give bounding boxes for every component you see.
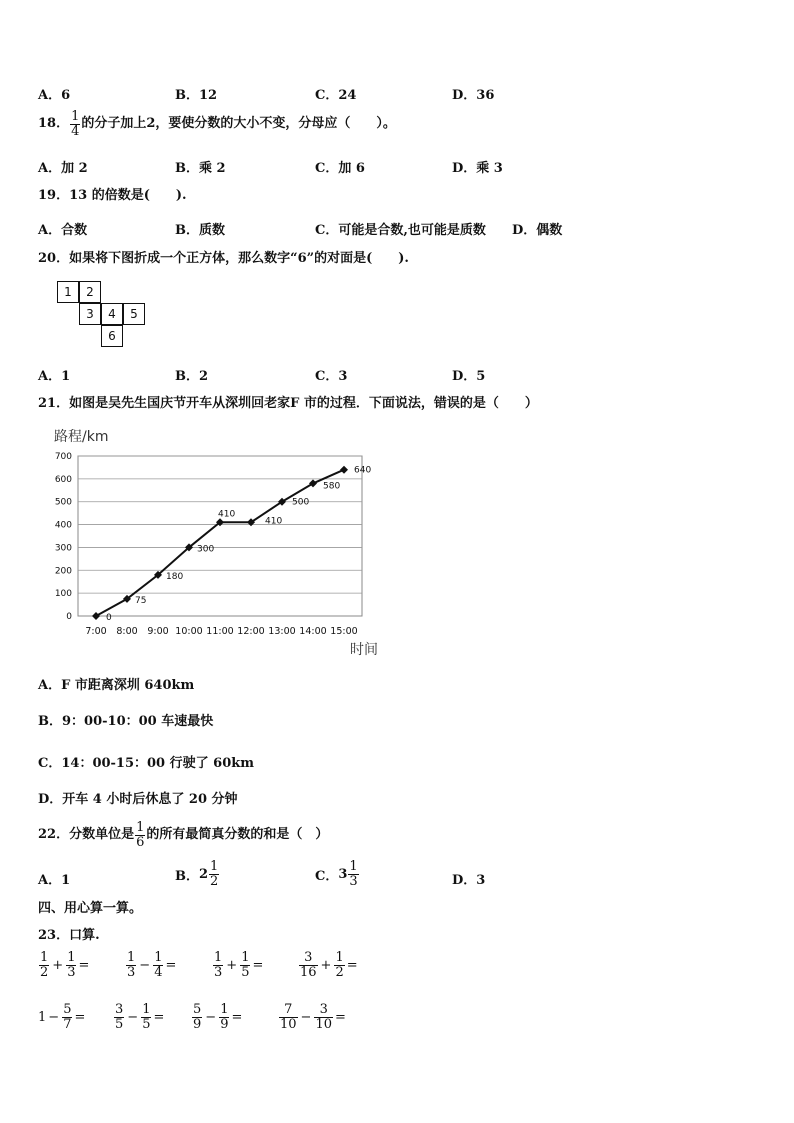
- calc-1-2: $\frac{1}{3}$ − $\frac{1}{4}$ =: [127, 950, 177, 980]
- q21-statement-b: B．9：00-10：00 车速最快: [38, 714, 214, 729]
- q22-question: 22．分数单位是 $\frac{1}{6}$ 的所有最简真分数的和是（ ）: [38, 820, 329, 850]
- q22-fraction: $\frac{1}{6}$: [136, 820, 145, 850]
- data-label: 180: [166, 571, 184, 582]
- net-cell-1: 1: [57, 281, 79, 303]
- q18-option-c: C．加 6: [315, 161, 365, 176]
- series-line: [96, 470, 344, 616]
- q21-question: 21．如图是吴先生国庆节开车从深圳回老家F 市的过程．下面说法，错误的是（ ）: [38, 396, 538, 411]
- q18-question: 18． $\frac{1}{4}$ 的分子加上2，要使分数的大小不变，分母应（ ）。: [38, 109, 396, 139]
- q21-statement-a: A．F 市距离深圳 640km: [38, 678, 195, 693]
- q20-option-a: A．1: [38, 369, 71, 384]
- x-tick-label: 7:00: [85, 626, 107, 637]
- section-4-title: 四、用心算一算。: [38, 901, 143, 916]
- net-cell-4: 4: [101, 303, 123, 325]
- x-tick-label: 11:00: [206, 626, 234, 637]
- q19-option-d: D．偶数: [512, 223, 563, 238]
- q18-option-d: D．乘 3: [452, 161, 503, 176]
- y-tick-label-200: 200: [54, 566, 72, 577]
- x-axis-label: 时间: [350, 642, 378, 658]
- y-tick-label-100: 100: [54, 589, 72, 600]
- data-label: 580: [323, 481, 341, 492]
- calc-1-3: $\frac{1}{3}$ + $\frac{1}{5}$ =: [214, 950, 264, 980]
- y-tick-label-700: 700: [54, 452, 72, 462]
- y-tick-label-400: 400: [54, 520, 72, 531]
- q17-option-a: A．6: [38, 88, 71, 103]
- q19-option-c: C．可能是合数,也可能是质数: [315, 223, 486, 238]
- q21-statement-d: D．开车 4 小时后休息了 20 分钟: [38, 792, 238, 807]
- q19-option-a: A．合数: [38, 223, 88, 238]
- x-tick-label: 13:00: [268, 626, 296, 637]
- data-label: 300: [197, 544, 215, 555]
- x-tick-label: 8:00: [116, 626, 138, 637]
- data-label: 640: [354, 465, 372, 476]
- y-tick-label-500: 500: [54, 497, 72, 508]
- q20-option-c: C．3: [315, 369, 348, 384]
- data-label: 0: [106, 613, 112, 623]
- q19-option-b: B．质数: [175, 223, 226, 238]
- q22-option-a: A．1: [38, 873, 71, 888]
- distance-time-chart: [40, 422, 400, 662]
- net-cell-6: 6: [101, 325, 123, 347]
- net-cell-3: 3: [79, 303, 101, 325]
- net-cell-5: 5: [123, 303, 145, 325]
- calc-1-4: $\frac{3}{16}$ + $\frac{1}{2}$ =: [300, 950, 358, 980]
- y-axis-label: 路程/km: [54, 429, 109, 445]
- calc-2-4: $\frac{7}{10}$ − $\frac{3}{10}$ =: [280, 1002, 346, 1032]
- q17-option-b: B．12: [175, 88, 218, 103]
- y-tick-label-0: 0: [66, 612, 72, 622]
- calc-2-2: $\frac{3}{5}$ − $\frac{1}{5}$ =: [115, 1002, 165, 1032]
- q20-option-d: D．5: [452, 369, 486, 384]
- data-point: [92, 612, 100, 620]
- q22-option-b: B． 2 $\frac{1}{2}$: [175, 859, 219, 889]
- q20-option-b: B．2: [175, 369, 209, 384]
- q21-statement-c: C．14：00-15：00 行驶了 60km: [38, 756, 255, 771]
- q22-option-d: D．3: [452, 873, 486, 888]
- calc-2-1: 1 − $\frac{5}{7}$ =: [38, 1002, 86, 1032]
- q18-fraction: $\frac{1}{4}$: [71, 109, 80, 139]
- net-cell-2: 2: [79, 281, 101, 303]
- x-tick-label: 12:00: [237, 626, 265, 637]
- q22-option-c: C． 3 $\frac{1}{3}$: [315, 859, 358, 889]
- q17-option-c: C．24: [315, 88, 357, 103]
- calc-2-3: $\frac{5}{9}$ − $\frac{1}{9}$ =: [193, 1002, 243, 1032]
- data-label: 75: [135, 595, 147, 606]
- x-tick-label: 9:00: [147, 626, 169, 637]
- data-label: 410: [265, 516, 283, 527]
- x-tick-label: 14:00: [299, 626, 327, 637]
- data-point: [340, 466, 348, 474]
- calc-1-1: $\frac{1}{2}$ + $\frac{1}{3}$ =: [40, 950, 90, 980]
- y-tick-label-600: 600: [54, 474, 72, 485]
- q18-option-a: A．加 2: [38, 161, 88, 176]
- x-tick-label: 15:00: [330, 626, 358, 637]
- q19-question: 19．13 的倍数是( ).: [38, 188, 187, 203]
- q17-option-d: D．36: [452, 88, 495, 103]
- y-tick-label-300: 300: [54, 543, 72, 554]
- q23-title: 23．口算.: [38, 928, 100, 943]
- q18-option-b: B．乘 2: [175, 161, 226, 176]
- data-label: 410: [218, 509, 236, 520]
- q20-question: 20．如果将下图折成一个正方体，那么数字“6”的对面是( ).: [38, 251, 409, 266]
- data-label: 500: [292, 497, 310, 508]
- x-tick-label: 10:00: [175, 626, 203, 637]
